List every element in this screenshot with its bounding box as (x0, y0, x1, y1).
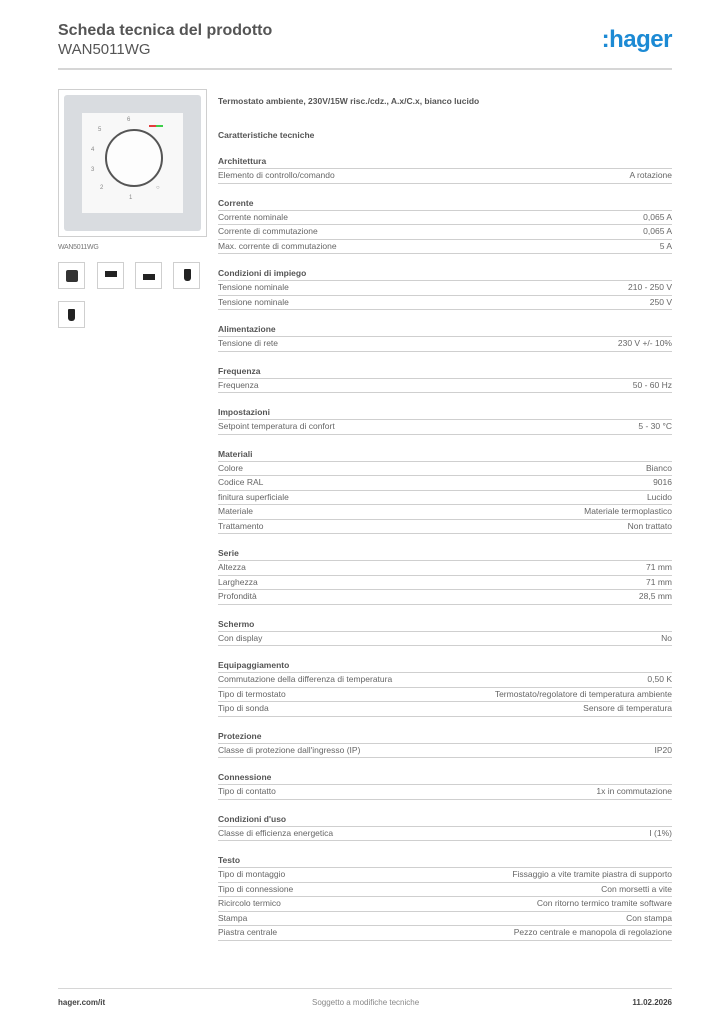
spec-label: Tipo di sonda (218, 703, 269, 713)
spec-value: 210 - 250 V (628, 282, 672, 292)
spec-row (218, 491, 672, 506)
spec-group (218, 619, 672, 647)
spec-label: Trattamento (218, 520, 264, 531)
spec-group (218, 855, 672, 941)
spec-value: 0,065 A (643, 226, 672, 236)
spec-value: I (1%) (649, 827, 672, 838)
spec-label: Colore (218, 462, 244, 473)
product-code: WAN5011WG (58, 41, 151, 58)
spec-value: 0,065 A (643, 211, 672, 222)
spec-group (218, 366, 672, 394)
spec-label: Materiale (218, 506, 253, 516)
footer-date: 11.02.2026 (632, 998, 672, 1007)
spec-groups (218, 156, 672, 941)
spec-value: Termostato/regolatore di temperatura ambiente (494, 688, 672, 699)
spec-label: Frequenza (218, 379, 259, 390)
spec-value: Con ritorno termico tramite software (536, 898, 672, 908)
spec-row (218, 785, 672, 800)
spec-content (218, 96, 672, 941)
thumbnail-front[interactable] (58, 262, 85, 289)
hager-logo: :hager (601, 26, 672, 53)
spec-group-title: Protezione (218, 731, 672, 744)
spec-group (218, 660, 672, 717)
spec-group (218, 772, 672, 800)
spec-label: Max. corrente di commutazione (218, 240, 337, 251)
scale-mark: 3 (91, 167, 95, 173)
spec-group-title: Condizioni d'uso (218, 814, 672, 827)
rotary-knob (105, 129, 163, 187)
spec-label: Elemento di controllo/comando (218, 170, 335, 180)
spec-group (218, 449, 672, 535)
spec-value: Materiale termoplastico (584, 506, 672, 516)
footer-divider (58, 988, 672, 989)
spec-label: Con display (218, 632, 263, 643)
spec-group-title: Alimentazione (218, 324, 672, 337)
spec-label: Ricircolo termico (218, 898, 281, 908)
thumbnail-top[interactable] (97, 262, 124, 289)
page-header (58, 20, 672, 68)
thumbnail-side-right[interactable] (173, 262, 200, 289)
spec-group-title: Materiali (218, 449, 672, 462)
spec-group-title: Corrente (218, 198, 672, 211)
scale-mark: 4 (91, 147, 95, 153)
spec-group-title: Schermo (218, 619, 672, 632)
spec-group (218, 324, 672, 352)
spec-label: Altezza (218, 562, 246, 572)
spec-row (218, 505, 672, 520)
spec-value: A rotazione (629, 170, 672, 180)
spec-label: Larghezza (218, 576, 258, 587)
spec-label: finitura superficiale (218, 491, 289, 502)
spec-value: Non trattato (627, 520, 672, 531)
spec-group-title: Serie (218, 548, 672, 561)
document-title: Scheda tecnica del prodotto (58, 22, 273, 39)
section-title: Caratteristiche tecniche (218, 130, 315, 140)
spec-value: Con morsetti a vite (601, 883, 672, 894)
spec-label: Tipo di montaggio (218, 869, 286, 879)
spec-row (218, 462, 672, 477)
spec-label: Classe di protezione dall'ingresso (IP) (218, 744, 361, 755)
spec-value: Lucido (646, 491, 672, 502)
spec-value: 250 V (649, 296, 672, 307)
thumbnail-bottom[interactable] (135, 262, 162, 289)
spec-label: Profondità (218, 591, 257, 601)
footer-notice: Soggetto a modifiche tecniche (312, 998, 420, 1007)
spec-group (218, 156, 672, 184)
spec-label: Corrente nominale (218, 211, 288, 222)
product-top-icon (105, 271, 117, 277)
spec-row (218, 673, 672, 688)
spec-label: Tipo di connessione (218, 883, 294, 894)
spec-value: 9016 (653, 477, 672, 487)
spec-row (218, 576, 672, 591)
spec-label: Corrente di commutazione (218, 226, 318, 236)
spec-value: Sensore di temperatura (583, 703, 672, 713)
spec-value: 71 mm (646, 576, 672, 587)
spec-group (218, 407, 672, 435)
spec-label: Codice RAL (218, 477, 264, 487)
product-side-icon (68, 309, 75, 321)
scale-mark: 2 (100, 185, 104, 191)
spec-row (218, 281, 672, 296)
spec-label: Tensione nominale (218, 282, 289, 292)
spec-value: 5 - 30 °C (638, 421, 672, 431)
spec-group-title: Architettura (218, 156, 672, 169)
spec-label: Commutazione della differenza di temperatura (218, 674, 393, 684)
spec-group-title: Impostazioni (218, 407, 672, 420)
spec-group (218, 268, 672, 310)
product-bottom-icon (143, 274, 155, 280)
spec-row (218, 688, 672, 703)
spec-value: Bianco (646, 462, 672, 473)
spec-label: Tensione nominale (218, 296, 289, 307)
product-description: Termostato ambiente, 230V/15W risc./cdz., A.x/C.x, bianco lucido (218, 96, 480, 106)
spec-row (218, 632, 672, 647)
thumbnail-side-left[interactable] (58, 301, 85, 328)
spec-label: Tipo di contatto (218, 786, 276, 796)
spec-row (218, 337, 672, 352)
spec-label: Tensione di rete (218, 338, 279, 348)
product-image[interactable] (58, 89, 207, 237)
spec-group (218, 548, 672, 605)
spec-value: No (661, 632, 672, 643)
spec-value: IP20 (654, 744, 672, 755)
scale-mark: 5 (98, 127, 102, 133)
spec-group-title: Condizioni di impiego (218, 268, 672, 281)
spec-value: 50 - 60 Hz (632, 379, 672, 390)
spec-group-title: Frequenza (218, 366, 672, 379)
spec-row (218, 827, 672, 842)
spec-row (218, 520, 672, 535)
header-divider (58, 68, 672, 70)
spec-row (218, 476, 672, 491)
spec-row (218, 744, 672, 759)
spec-row (218, 225, 672, 240)
spec-row (218, 868, 672, 883)
spec-group (218, 814, 672, 842)
spec-row (218, 883, 672, 898)
spec-label: Classe di efficienza energetica (218, 827, 334, 838)
scale-mark: 6 (127, 117, 131, 123)
spec-label: Tipo di termostato (218, 688, 286, 699)
spec-row (218, 169, 672, 184)
spec-label: Stampa (218, 912, 248, 923)
spec-value: Pezzo centrale e manopola di regolazione (513, 927, 672, 937)
scale-mark: ○ (156, 185, 160, 191)
frame-plate (64, 95, 201, 231)
spec-row (218, 211, 672, 226)
spec-value: Fissaggio a vite tramite piastra di supporto (512, 869, 672, 879)
spec-label: Setpoint temperatura di confort (218, 421, 335, 431)
spec-row (218, 420, 672, 435)
thermostat-face (82, 113, 183, 213)
led-green-indicator (156, 125, 163, 127)
spec-group-title: Connessione (218, 772, 672, 785)
spec-group (218, 731, 672, 759)
spec-row (218, 240, 672, 255)
spec-group-title: Testo (218, 855, 672, 868)
spec-value: 71 mm (646, 562, 672, 572)
led-red-indicator (149, 125, 156, 127)
spec-row (218, 561, 672, 576)
image-caption: WAN5011WG (58, 244, 99, 251)
spec-group (218, 198, 672, 255)
spec-row (218, 926, 672, 941)
spec-row (218, 702, 672, 717)
footer-website-link[interactable]: hager.com/it (58, 998, 106, 1007)
spec-label: Piastra centrale (218, 927, 278, 937)
spec-value: 230 V +/- 10% (617, 338, 672, 348)
spec-row (218, 912, 672, 927)
spec-row (218, 590, 672, 605)
spec-value: Con stampa (626, 912, 672, 923)
spec-row (218, 379, 672, 394)
scale-mark: 1 (129, 195, 133, 201)
spec-value: 0,50 K (647, 674, 672, 684)
product-front-icon (66, 270, 78, 282)
spec-value: 28,5 mm (638, 591, 672, 601)
spec-row (218, 897, 672, 912)
spec-row (218, 296, 672, 311)
spec-value: 5 A (659, 240, 672, 251)
spec-value: 1x in commutazione (596, 786, 672, 796)
spec-group-title: Equipaggiamento (218, 660, 672, 673)
product-side-icon (184, 269, 191, 281)
